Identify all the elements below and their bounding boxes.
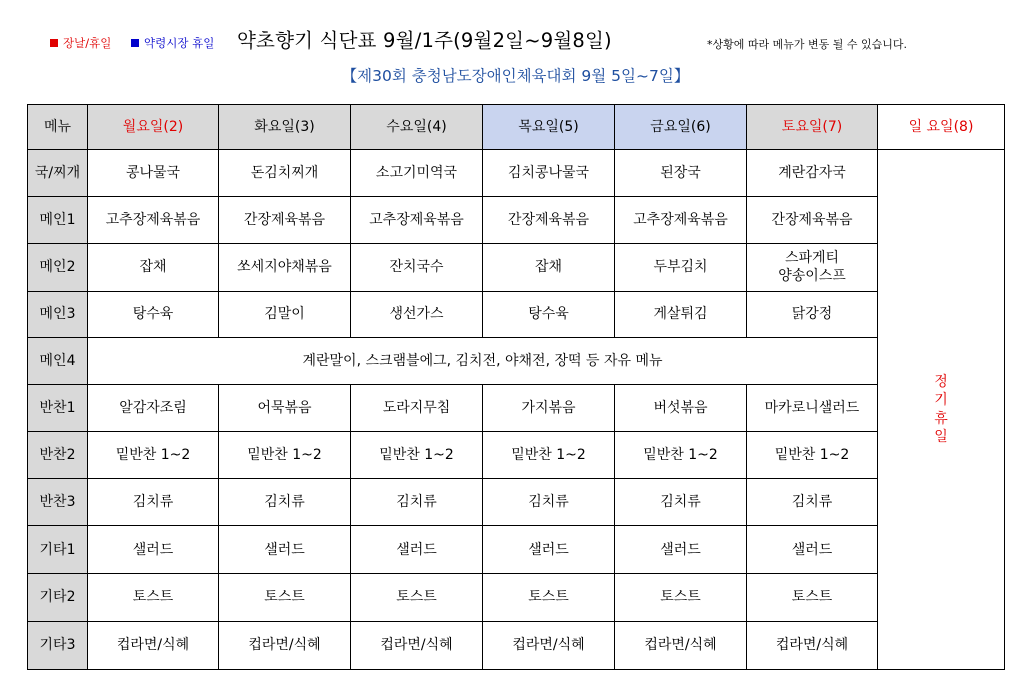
menu-cell: 토스트 [483,574,615,621]
menu-table [27,104,1005,670]
menu-cell: 토스트 [88,574,219,621]
menu-cell: 김치류 [351,478,483,525]
menu-body [28,150,1005,670]
menu-cell: 생선가스 [351,291,483,337]
menu-cell: 샐러드 [219,526,351,574]
menu-cell: 닭강정 [747,291,878,337]
row-label: 반찬2 [28,431,88,478]
menu-cell: 토스트 [615,574,747,621]
row-label: 메인3 [28,291,88,337]
day-header-5: 금요일(6) [615,105,747,150]
menu-row [28,478,1005,525]
menu-cell: 간장제육볶음 [483,197,615,243]
event-subtitle: 【제30회 충청남도장애인체육대회 9월 5일~7일】 [341,67,690,85]
red-square-icon [50,39,58,47]
merged-menu-cell: 계란말이, 스크램블에그, 김치전, 야채전, 장떡 등 자유 메뉴 [88,338,878,385]
menu-cell: 토스트 [747,574,878,621]
menu-cell: 샐러드 [88,526,219,574]
menu-cell: 고추장제육볶음 [351,197,483,243]
page-title: 약초향기 식단표 9월/1주(9월2일~9월8일) [237,29,612,52]
legend-herb-market-holiday [131,35,214,51]
day-header-1: 월요일(2) [88,105,219,150]
closed-char: 기 [934,392,948,409]
menu-row [28,574,1005,621]
menu-cell: 밑반찬 1~2 [747,431,878,478]
menu-cell: 밑반찬 1~2 [88,431,219,478]
day-header-7: 일 요일(8) [878,105,1005,150]
day-header-row [28,105,1005,150]
menu-cell: 게살튀김 [615,291,747,337]
menu-cell: 소고기미역국 [351,150,483,197]
menu-cell: 탕수육 [88,291,219,337]
menu-cell: 샐러드 [747,526,878,574]
menu-cell: 토스트 [219,574,351,621]
menu-cell: 어묵볶음 [219,385,351,431]
menu-cell: 컵라면/식혜 [615,621,747,669]
menu-row [28,431,1005,478]
menu-row [28,291,1005,337]
day-header-4: 목요일(5) [483,105,615,150]
closed-char: 일 [934,428,948,445]
menu-cell: 김치류 [88,478,219,525]
change-notice: *상황에 따라 메뉴가 변동 될 수 있습니다. [707,38,907,51]
day-header-2: 화요일(3) [219,105,351,150]
menu-cell: 밑반찬 1~2 [351,431,483,478]
menu-cell: 김말이 [219,291,351,337]
legend-market-holiday [50,35,111,51]
menu-row [28,526,1005,574]
menu-cell: 된장국 [615,150,747,197]
menu-cell: 밑반찬 1~2 [615,431,747,478]
menu-cell: 잡채 [483,243,615,291]
legend-herb-market-holiday-label: 약령시장 휴일 [144,36,215,50]
menu-cell: 두부김치 [615,243,747,291]
menu-cell: 밑반찬 1~2 [483,431,615,478]
menu-cell: 알감자조림 [88,385,219,431]
menu-cell: 김치류 [219,478,351,525]
menu-cell: 샐러드 [615,526,747,574]
sunday-closed-cell [878,150,1005,670]
menu-cell: 컵라면/식혜 [483,621,615,669]
row-label: 기타1 [28,526,88,574]
menu-cell: 김치류 [483,478,615,525]
menu-cell: 쏘세지야채볶음 [219,243,351,291]
menu-cell: 버섯볶음 [615,385,747,431]
row-label: 기타3 [28,621,88,669]
menu-cell: 간장제육볶음 [747,197,878,243]
menu-cell: 샐러드 [351,526,483,574]
menu-cell: 컵라면/식혜 [747,621,878,669]
menu-cell: 토스트 [351,574,483,621]
menu-cell: 고추장제육볶음 [615,197,747,243]
menu-cell: 고추장제육볶음 [88,197,219,243]
menu-cell: 컵라면/식혜 [351,621,483,669]
day-header-3: 수요일(4) [351,105,483,150]
menu-cell: 마카로니샐러드 [747,385,878,431]
row-label: 메인2 [28,243,88,291]
menu-row [28,385,1005,431]
menu-cell: 잡채 [88,243,219,291]
day-header-6: 토요일(7) [747,105,878,150]
menu-cell: 샐러드 [483,526,615,574]
blue-square-icon [131,39,139,47]
menu-cell: 돈김치찌개 [219,150,351,197]
row-label: 메인4 [28,338,88,385]
menu-cell: 김치류 [615,478,747,525]
row-label: 반찬3 [28,478,88,525]
menu-cell: 도라지무침 [351,385,483,431]
menu-row [28,338,1005,385]
legend-market-holiday-label: 장날/휴일 [63,36,112,50]
menu-row [28,150,1005,197]
menu-cell: 컵라면/식혜 [88,621,219,669]
row-label: 국/찌개 [28,150,88,197]
header [0,22,1031,52]
menu-cell: 김치콩나물국 [483,150,615,197]
menu-cell: 가지볶음 [483,385,615,431]
menu-cell: 계란감자국 [747,150,878,197]
closed-char: 정 [934,374,948,391]
row-label: 메인1 [28,197,88,243]
menu-cell: 스파게티 양송이스프 [747,243,878,291]
menu-row [28,197,1005,243]
menu-cell: 간장제육볶음 [219,197,351,243]
row-label: 반찬1 [28,385,88,431]
menu-cell: 탕수육 [483,291,615,337]
menu-cell: 콩나물국 [88,150,219,197]
menu-row [28,621,1005,669]
menu-cell: 김치류 [747,478,878,525]
closed-char: 휴 [934,410,948,427]
menu-cell: 잔치국수 [351,243,483,291]
menu-cell: 밑반찬 1~2 [219,431,351,478]
corner-label: 메뉴 [28,105,88,150]
menu-row [28,243,1005,291]
row-label: 기타2 [28,574,88,621]
menu-cell: 컵라면/식혜 [219,621,351,669]
